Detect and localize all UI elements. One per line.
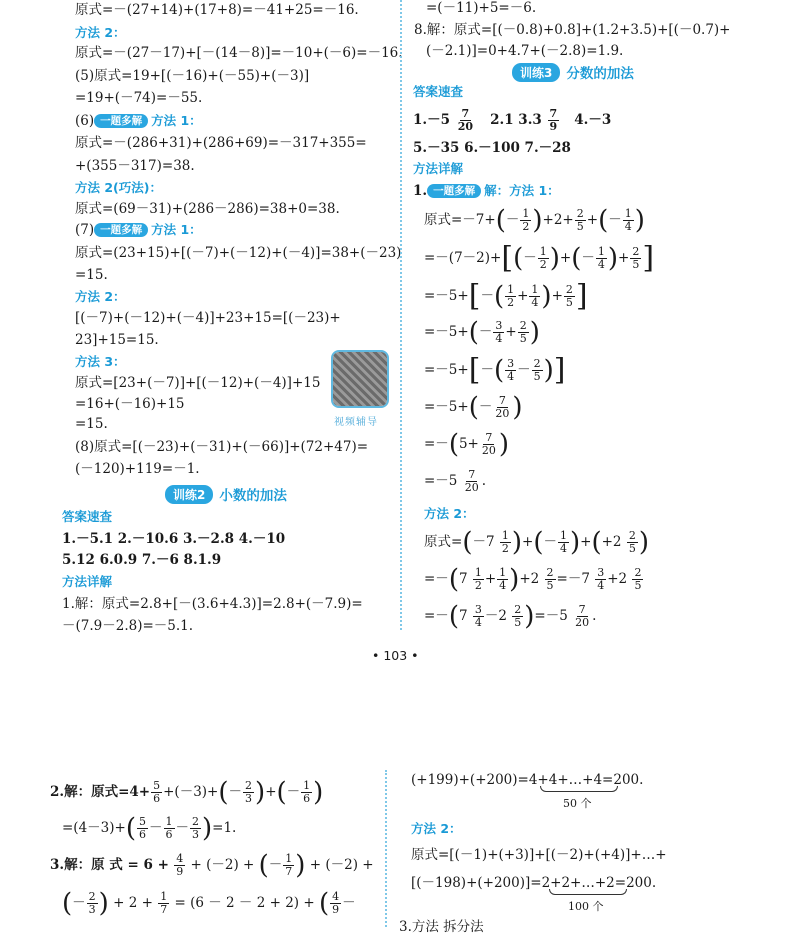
equation: =－(5+ $\frac{7}{20}$ ) bbox=[424, 429, 510, 460]
equation: =－5+(－ $\frac{3}{4}$ + $\frac{2}{5}$ ) bbox=[424, 317, 540, 348]
method-heading: 方法 1： bbox=[151, 113, 202, 128]
equation-text: 原式=－7+ bbox=[424, 212, 496, 228]
line: (+199)+(+200)=4+4+…+4=200. bbox=[411, 772, 644, 788]
section-name: 小数的加法 bbox=[219, 488, 287, 504]
method-heading: 方法 1： bbox=[151, 222, 202, 237]
item-number: (6) bbox=[75, 113, 95, 129]
line: (－2.1)]=0+4.7+(－2.8)=1.9. bbox=[426, 43, 624, 59]
section-title bbox=[512, 62, 634, 82]
qr-code[interactable] bbox=[333, 352, 387, 406]
line: 原式=－(27－17)+[－(14－8)]=－10+(－6)=－16. bbox=[75, 45, 403, 61]
answer-text: 2.1 3.3 bbox=[490, 112, 542, 128]
fraction: $\frac{7}{9}$ bbox=[549, 107, 558, 133]
answer-text: 1.－5 bbox=[413, 112, 450, 128]
answers-heading: 答案速查 bbox=[413, 84, 464, 99]
line: =15. bbox=[75, 267, 108, 283]
equation: =－5 $\frac{7}{20}$ . bbox=[424, 468, 486, 494]
column-divider bbox=[385, 770, 387, 927]
section-tag: 训练2 bbox=[165, 485, 213, 504]
multi-solution-badge: 一题多解 bbox=[427, 184, 481, 198]
item-number: (7) bbox=[75, 222, 95, 238]
equation: =－(7 $\frac{3}{4}$ －2 $\frac{2}{5}$ )=－5 $\frac{7}{20}$ . bbox=[424, 601, 597, 632]
answer-line bbox=[413, 108, 611, 133]
equation: 原式=(－7 $\frac{1}{2}$ )+(－ $\frac{1}{4}$ )+(+2 $\frac{2}{5}$ ) bbox=[424, 527, 649, 558]
qr-label: 视频辅导 bbox=[334, 417, 378, 428]
method-heading: 方法 2： bbox=[424, 506, 475, 521]
line: [(－198)+(+200)]=2+2+…+2=200. bbox=[411, 875, 657, 891]
answer-line: 5.12 6.0.9 7.－6 8.1.9 bbox=[62, 552, 222, 568]
details-heading: 方法详解 bbox=[413, 161, 464, 176]
section-tag: 训练3 bbox=[512, 63, 560, 82]
multi-solution-badge: 一题多解 bbox=[94, 114, 148, 128]
answers-heading: 答案速查 bbox=[62, 509, 113, 524]
fraction: $\frac{7}{20}$ bbox=[457, 107, 474, 133]
line bbox=[75, 308, 341, 328]
answer-line: 1.－5.1 2.－10.6 3.－2.8 4.－10 bbox=[62, 531, 286, 547]
answer-line: 5.－35 6.－100 7.－28 bbox=[413, 140, 571, 156]
multi-solution-badge: 一题多解 bbox=[94, 223, 148, 237]
method-heading: 方法 2： bbox=[411, 821, 462, 836]
line: 8.解：原式=[(－0.8)+0.8]+(1.2+3.5)+[(－0.7)+ bbox=[414, 22, 731, 38]
equation: =－(7 $\frac{1}{2}$ + $\frac{1}{4}$ )+2 $\frac{2}{5}$ =－7 $\frac{3}{4}$ +2 $\frac{2}{5}$ bbox=[424, 564, 642, 595]
brace-label: 50 个 bbox=[563, 797, 592, 810]
brace-label: 100 个 bbox=[568, 900, 604, 913]
equation: (－ $\frac{2}{3}$ ) + 2 + $\frac{1}{7}$ = (6 － 2 － 2 + 2) + ( $\frac{4}{9}$ － bbox=[62, 888, 356, 919]
line: 23]+15=15. bbox=[75, 332, 159, 348]
line: －(7.9－2.8)=－5.1. bbox=[62, 618, 194, 634]
equation: =－5+[－( $\frac{3}{4}$ － $\frac{2}{5}$ )] bbox=[424, 352, 566, 388]
line: 原式=－(27+14)+(17+8)=－41+25=－16. bbox=[75, 2, 359, 18]
question-number: 1. bbox=[413, 183, 428, 199]
details-heading: 方法详解 bbox=[62, 574, 113, 589]
equation: =－5+[－( $\frac{1}{2}$ + $\frac{1}{4}$ )+ $\frac{2}{5}$ ] bbox=[424, 278, 588, 314]
line bbox=[75, 220, 202, 240]
line: 原式=－(286+31)+(286+69)=－317+355= bbox=[75, 135, 367, 151]
method-heading: 方法 2： bbox=[75, 25, 126, 40]
line: 原式=(23+15)+[(－7)+(－12)+(－4)]=38+(－23) bbox=[75, 245, 402, 261]
line: =19+(－74)=－55. bbox=[75, 90, 203, 106]
section-title bbox=[165, 484, 287, 504]
line: 原式=[23+(－7)]+[(－12)+(－4)]+15 bbox=[75, 375, 321, 391]
equation: 3.解：原 式 = 6 + $\frac{4}{9}$ + (－2) + (－ $\frac{1}{7}$ ) + (－2) + bbox=[50, 850, 374, 881]
equation: =(4－3)+( $\frac{5}{6}$ － $\frac{1}{6}$ － $\frac{2}{3}$ )=1. bbox=[62, 813, 237, 844]
method-heading: 方法 3： bbox=[75, 354, 126, 369]
equation: 2.解：原式=4+ $\frac{5}{6}$ +(－3)+(－ $\frac{2}{3}$ )+(－ $\frac{1}{6}$ ) bbox=[50, 777, 324, 808]
answer-text: 4.－3 bbox=[574, 112, 612, 128]
underbrace bbox=[540, 786, 618, 792]
line: +(355－317)=38. bbox=[75, 158, 195, 174]
equation: 原式=－7+(－ $\frac{1}{2}$ )+2+ $\frac{2}{5}$ +(－ $\frac{1}{4}$ ) bbox=[424, 205, 645, 236]
line: 3.方法 拆分法 bbox=[399, 919, 484, 935]
line bbox=[413, 181, 560, 201]
line: =16+(－16)+15 bbox=[75, 396, 185, 412]
equation-text: 2.解：原式=4+ bbox=[50, 784, 151, 800]
line bbox=[75, 111, 202, 131]
line-text: [(－7)+(－12)+(－4)]+23+15=[(－23)+ bbox=[75, 310, 341, 326]
equation-text: + 2 + bbox=[113, 895, 153, 911]
method-heading: 解：方法 1： bbox=[484, 183, 560, 198]
page-number: • 103 • bbox=[372, 648, 419, 663]
line: =15. bbox=[75, 416, 108, 432]
line: =(－11)+5=－6. bbox=[426, 0, 537, 16]
equation: =－5+(－ $\frac{7}{20}$ ) bbox=[424, 392, 523, 423]
underbrace bbox=[549, 889, 627, 895]
line: (－120)+119=－1. bbox=[75, 461, 200, 477]
line: 原式=[(－1)+(+3)]+[(－2)+(+4)]+…+ bbox=[411, 847, 667, 863]
equation-text: =(4－3)+ bbox=[62, 820, 126, 836]
column-divider bbox=[400, 0, 402, 630]
line: (5)原式=19+[(－16)+(－55)+(－3)] bbox=[75, 68, 310, 84]
equation-text: 3.解：原 式 = 6 + bbox=[50, 857, 169, 873]
section-name: 分数的加法 bbox=[566, 66, 634, 82]
line: 1.解：原式=2.8+[－(3.6+4.3)]=2.8+(－7.9)= bbox=[62, 596, 363, 612]
method-heading: 方法 2： bbox=[75, 289, 126, 304]
line: 原式=(69－31)+(286－286)=38+0=38. bbox=[75, 201, 340, 217]
method-heading: 方法 2(巧法)： bbox=[75, 180, 162, 195]
equation: =－(7－2)+[(－ $\frac{1}{2}$ )+(－ $\frac{1}{4}$ )+ $\frac{2}{5}$ ] bbox=[424, 240, 655, 276]
line: (8)原式=[(－23)+(－31)+(－66)]+(72+47)= bbox=[75, 439, 369, 455]
